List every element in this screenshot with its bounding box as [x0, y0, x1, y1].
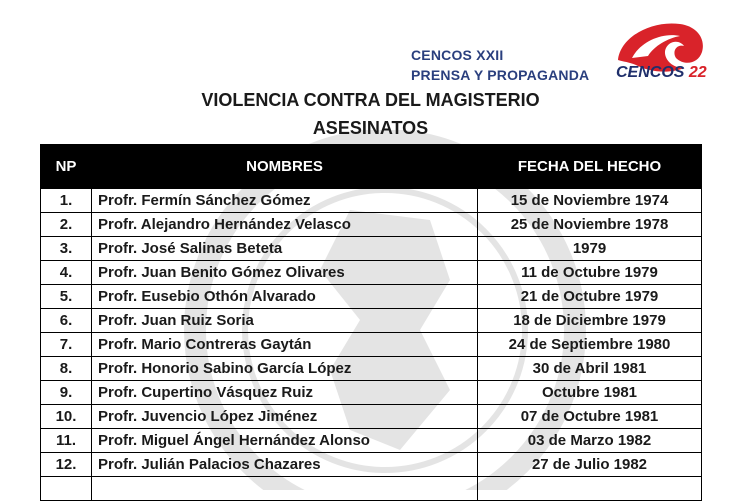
- document-title: VIOLENCIA CONTRA DEL MAGISTERIO: [201, 90, 540, 110]
- row-date: 30 de Abril 1981: [478, 357, 702, 381]
- row-number: 2.: [41, 213, 92, 237]
- table-row: [41, 477, 702, 501]
- row-number: 10.: [41, 405, 92, 429]
- row-name: Profr. Alejandro Hernández Velasco: [92, 213, 478, 237]
- table-row: [41, 213, 702, 237]
- row-date: 25 de Noviembre 1978: [478, 213, 702, 237]
- row-number: 3.: [41, 237, 92, 261]
- row-number: [41, 477, 92, 501]
- assassinations-table: [40, 144, 702, 501]
- row-number: 12.: [41, 453, 92, 477]
- row-name: Profr. Eusebio Othón Alvarado: [92, 285, 478, 309]
- row-name: Profr. Juan Ruiz Soria: [92, 309, 478, 333]
- row-number: 9.: [41, 381, 92, 405]
- org-name: CENCOS XXII: [411, 47, 504, 63]
- table-row: [41, 285, 702, 309]
- table-row: [41, 381, 702, 405]
- table-header-row: [41, 145, 702, 189]
- document-subtitle: ASESINATOS: [312, 118, 429, 138]
- row-date: Octubre 1981: [478, 381, 702, 405]
- row-name: Profr. Juan Benito Gómez Olivares: [92, 261, 478, 285]
- org-department: PRENSA Y PROPAGANDA: [411, 67, 590, 83]
- row-number: 5.: [41, 285, 92, 309]
- row-name: Profr. José Salinas Beteta: [92, 237, 478, 261]
- table-row: [41, 309, 702, 333]
- column-header-nombres: NOMBRES: [92, 145, 478, 189]
- table-row: [41, 453, 702, 477]
- column-header-fecha: FECHA DEL HECHO: [478, 145, 702, 189]
- row-name: Profr. Cupertino Vásquez Ruiz: [92, 381, 478, 405]
- table-row: [41, 357, 702, 381]
- row-name: Profr. Julián Palacios Chazares: [92, 453, 478, 477]
- organization-heading: [411, 45, 589, 85]
- row-name: Profr. Honorio Sabino García López: [92, 357, 478, 381]
- row-number: 4.: [41, 261, 92, 285]
- row-name: Profr. Juvencio López Jiménez: [92, 405, 478, 429]
- row-date: 03 de Marzo 1982: [478, 429, 702, 453]
- row-number: 6.: [41, 309, 92, 333]
- logo-wordmark: [616, 64, 707, 82]
- row-date: [478, 477, 702, 501]
- row-date: 24 de Septiembre 1980: [478, 333, 702, 357]
- table-row: [41, 237, 702, 261]
- table-row: [41, 261, 702, 285]
- table-row: [41, 333, 702, 357]
- row-date: 18 de Diciembre 1979: [478, 309, 702, 333]
- row-date: 15 de Noviembre 1974: [478, 189, 702, 213]
- row-number: 1.: [41, 189, 92, 213]
- logo-number: 22: [688, 64, 707, 81]
- logo-text: CENCOS: [616, 64, 685, 81]
- row-date: 11 de Octubre 1979: [478, 261, 702, 285]
- row-date: 21 de Octubre 1979: [478, 285, 702, 309]
- row-number: 8.: [41, 357, 92, 381]
- row-number: 11.: [41, 429, 92, 453]
- row-date: 07 de Octubre 1981: [478, 405, 702, 429]
- row-date: 1979: [478, 237, 702, 261]
- row-name: Profr. Miguel Ángel Hernández Alonso: [92, 429, 478, 453]
- table-row: [41, 405, 702, 429]
- column-header-np: NP: [41, 145, 92, 189]
- row-date: 27 de Julio 1982: [478, 453, 702, 477]
- row-number: 7.: [41, 333, 92, 357]
- row-name: [92, 477, 478, 501]
- table-row: [41, 429, 702, 453]
- row-name: Profr. Mario Contreras Gaytán: [92, 333, 478, 357]
- table-row: [41, 189, 702, 213]
- row-name: Profr. Fermín Sánchez Gómez: [92, 189, 478, 213]
